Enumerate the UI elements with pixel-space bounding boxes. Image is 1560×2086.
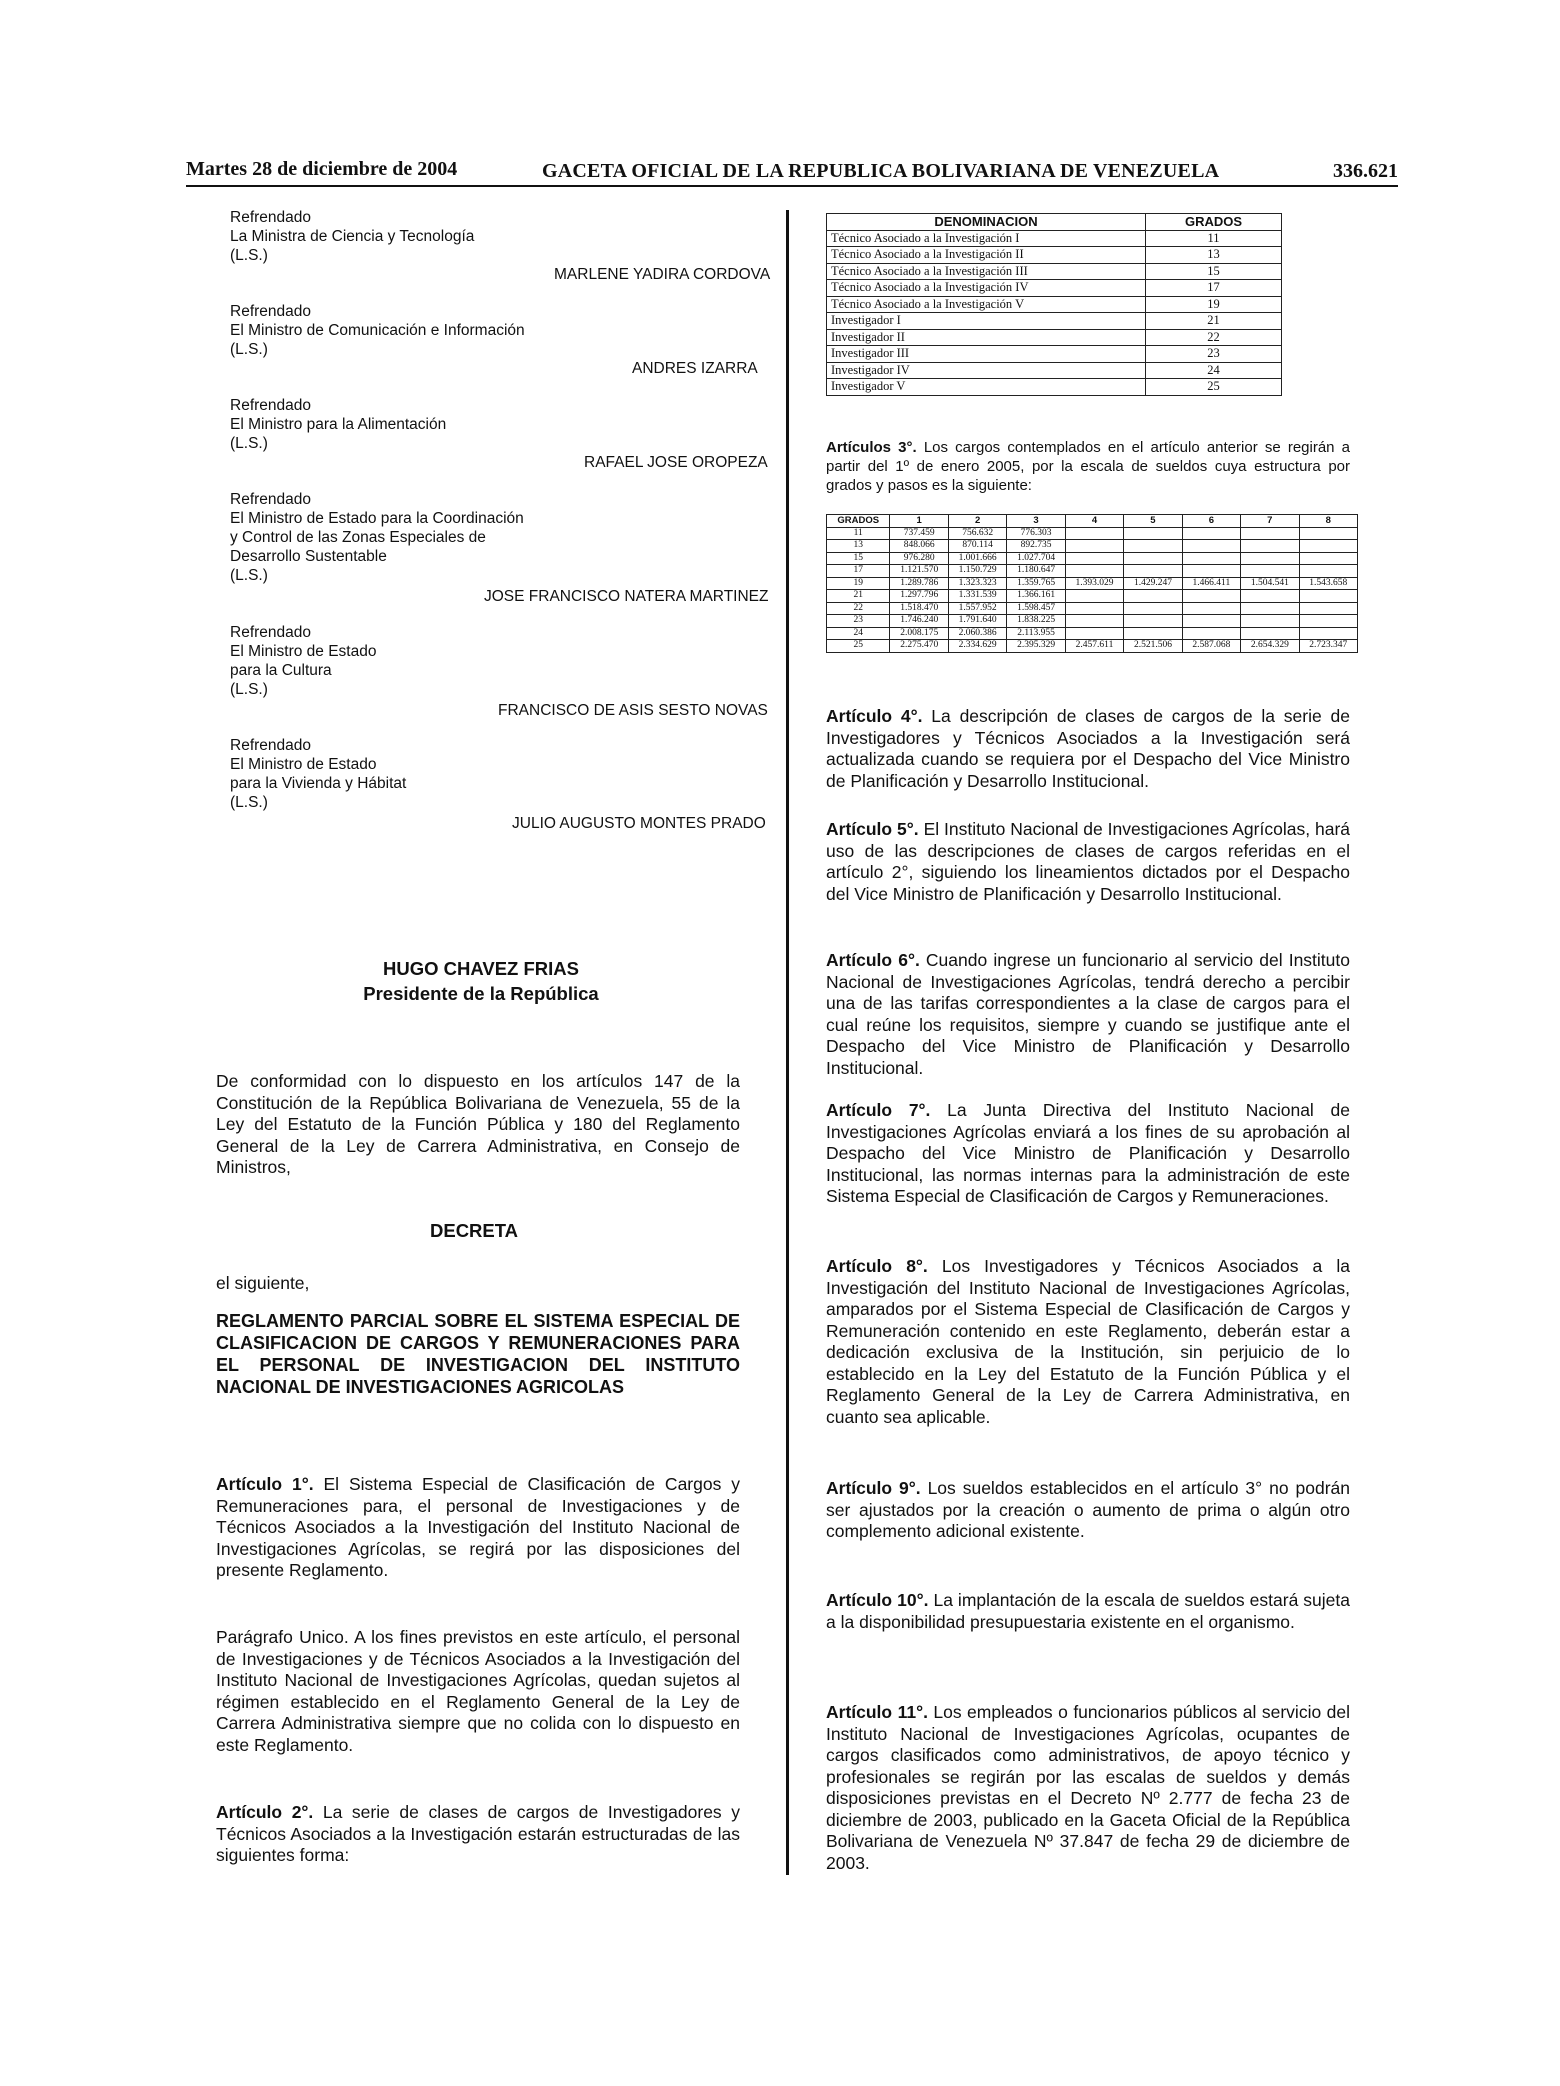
denominacion-cell: Técnico Asociado a la Investigación V bbox=[827, 296, 1146, 313]
article-2 bbox=[216, 1802, 740, 1867]
salary-cell: 2.395.329 bbox=[1007, 640, 1065, 653]
salary-cell: 1.297.796 bbox=[890, 590, 948, 603]
salary-cell: 1.598.457 bbox=[1007, 602, 1065, 615]
refrendado-heading: Refrendado bbox=[230, 737, 312, 754]
article-4 bbox=[826, 706, 1350, 792]
article-label: Artículo 6°. bbox=[826, 950, 920, 970]
refrendado-block bbox=[230, 623, 768, 719]
refrendado-signer: JOSE FRANCISCO NATERA MARTINEZ bbox=[484, 588, 769, 605]
salary-cell bbox=[1241, 540, 1299, 553]
article-text: La implantación de la escala de sueldos estará sujeta a la disponibilidad presupuestaria existente en el organismo. bbox=[826, 1590, 1350, 1632]
article-label: Artículo 10°. bbox=[826, 1590, 929, 1610]
refrendado-ministry: La Ministra de Ciencia y Tecnología bbox=[230, 228, 475, 245]
refrendado-heading: Refrendado bbox=[230, 209, 312, 226]
salary-cell bbox=[1124, 527, 1182, 540]
table-row bbox=[827, 280, 1282, 297]
salary-cell: 1.557.952 bbox=[948, 602, 1006, 615]
paragrafo-unico: Parágrafo Unico. A los fines previstos en este artículo, el personal de Investigaciones y de Técnicos Asociados a la Investigación del Instituto Nacional de Investigaciones Agrícolas, quedan sujetos al régimen establecido en el Reglamento General de la Ley de Carrera Administrativa siempre que no colida con lo dispuesto en este Reglamento. bbox=[216, 1627, 740, 1755]
grado-cell: 22 bbox=[827, 602, 890, 615]
table-header-row bbox=[827, 515, 1358, 528]
refrendado-ministry-cont: Desarrollo Sustentable bbox=[230, 548, 387, 565]
salary-cell bbox=[1065, 590, 1123, 603]
table-row bbox=[827, 577, 1358, 590]
salary-cell bbox=[1241, 565, 1299, 578]
header-date: Martes 28 de diciembre de 2004 bbox=[186, 158, 458, 180]
column-header: 4 bbox=[1065, 515, 1123, 528]
salary-cell bbox=[1124, 627, 1182, 640]
table-row bbox=[827, 552, 1358, 565]
column-header: 7 bbox=[1241, 515, 1299, 528]
salary-cell bbox=[1182, 602, 1240, 615]
table-row bbox=[827, 590, 1358, 603]
article-label: Artículo 8°. bbox=[826, 1256, 928, 1276]
header-rule bbox=[186, 185, 1398, 187]
table-row bbox=[827, 627, 1358, 640]
salary-cell: 776.303 bbox=[1007, 527, 1065, 540]
salary-cell bbox=[1241, 627, 1299, 640]
page-header bbox=[186, 158, 1398, 188]
salary-cell bbox=[1124, 615, 1182, 628]
president-title: Presidente de la República bbox=[363, 983, 599, 1004]
salary-cell bbox=[1241, 527, 1299, 540]
refrendado-ministry: El Ministro de Comunicación e Información bbox=[230, 322, 525, 339]
refrendado-signer: JULIO AUGUSTO MONTES PRADO bbox=[512, 815, 766, 832]
article-label: Artículo 2°. bbox=[216, 1802, 314, 1822]
salary-cell: 1.746.240 bbox=[890, 615, 948, 628]
salary-cell bbox=[1182, 590, 1240, 603]
salary-cell bbox=[1065, 565, 1123, 578]
refrendado-ministry: El Ministro de Estado bbox=[230, 643, 377, 660]
refrendado-signer: FRANCISCO DE ASIS SESTO NOVAS bbox=[498, 702, 768, 719]
article-text: La descripción de clases de cargos de la serie de Investigadores y Técnicos Asociados a la Investigación será actualizada cuando se requiera por el Despacho del Vice Ministro de Planificación y Desarrollo Institucional. bbox=[826, 706, 1350, 791]
article-6 bbox=[826, 950, 1350, 1079]
salary-cell bbox=[1182, 552, 1240, 565]
refrendado-ministry-cont: para la Vivienda y Hábitat bbox=[230, 775, 407, 792]
refrendado-block bbox=[230, 396, 768, 471]
column-header: 3 bbox=[1007, 515, 1065, 528]
table-header-row bbox=[827, 214, 1282, 231]
article-8 bbox=[826, 1256, 1350, 1428]
column-header: 1 bbox=[890, 515, 948, 528]
salary-cell bbox=[1182, 627, 1240, 640]
salary-cell: 870.114 bbox=[948, 540, 1006, 553]
column-divider bbox=[786, 210, 789, 1875]
table-row bbox=[827, 263, 1282, 280]
salary-cell: 2.587.068 bbox=[1182, 640, 1240, 653]
column-header: 8 bbox=[1299, 515, 1357, 528]
grado-cell: 13 bbox=[1146, 247, 1282, 264]
article-text: Cuando ingrese un funcionario al servicio del Instituto Nacional de Investigaciones Agrícolas, tendrá derecho a percibir una de las tarifas correspondientes a la clase de cargos para el cual reúne los requisitos, siempre y cuando se justifique ante el Despacho del Vice Ministro de Planificación y Desarrollo Institucional. bbox=[826, 950, 1350, 1078]
grado-cell: 15 bbox=[827, 552, 890, 565]
refrendado-seal: (L.S.) bbox=[230, 341, 268, 358]
table-row bbox=[827, 640, 1358, 653]
salary-cell: 1.289.786 bbox=[890, 577, 948, 590]
salary-cell bbox=[1182, 615, 1240, 628]
preamble: De conformidad con lo dispuesto en los artículos 147 de la Constitución de la República Bolivariana de Venezuela, 55 de la Ley del Estatuto de la Función Pública y 180 del Reglamento General de la Ley de Carrera Administrativa, en Consejo de Ministros, bbox=[216, 1071, 740, 1177]
article-11 bbox=[826, 1702, 1350, 1874]
refrendado-ministry: El Ministro para la Alimentación bbox=[230, 416, 447, 433]
denominacion-cell: Técnico Asociado a la Investigación IV bbox=[827, 280, 1146, 297]
grado-cell: 24 bbox=[1146, 362, 1282, 379]
article-label: Artículo 7°. bbox=[826, 1100, 931, 1120]
salary-cell bbox=[1299, 527, 1357, 540]
salary-cell: 2.275.470 bbox=[890, 640, 948, 653]
salary-cell bbox=[1182, 565, 1240, 578]
refrendado-block bbox=[230, 302, 758, 377]
salary-cell bbox=[1299, 590, 1357, 603]
salary-cell: 1.518.470 bbox=[890, 602, 948, 615]
salary-cell: 1.150.729 bbox=[948, 565, 1006, 578]
article-text: El Sistema Especial de Clasificación de Cargos y Remuneraciones para, el personal de Investigaciones y de Técnicos Asociados a la Investigación del Instituto Nacional de Investigaciones Agrícolas, se regirá por las disposiciones del presente Reglamento. bbox=[216, 1474, 740, 1580]
column-header: 6 bbox=[1182, 515, 1240, 528]
denominacion-cell: Investigador III bbox=[827, 346, 1146, 363]
article-1 bbox=[216, 1474, 740, 1582]
article-10 bbox=[826, 1590, 1350, 1633]
refrendado-block bbox=[230, 208, 771, 283]
salary-cell: 756.632 bbox=[948, 527, 1006, 540]
reglamento-title: REGLAMENTO PARCIAL SOBRE EL SISTEMA ESPECIAL DE CLASIFICACION DE CARGOS Y REMUNERACIONES PARA EL PERSONAL DE INVESTIGACION DEL INSTITUTO NACIONAL DE INVESTIGACIONES AGRICOLAS bbox=[216, 1311, 740, 1397]
table-row bbox=[827, 313, 1282, 330]
table-row bbox=[827, 602, 1358, 615]
article-7 bbox=[826, 1100, 1350, 1208]
denominacion-cell: Investigador IV bbox=[827, 362, 1146, 379]
table-row bbox=[827, 362, 1282, 379]
article-label: Artículo 9°. bbox=[826, 1478, 921, 1498]
salary-cell bbox=[1065, 602, 1123, 615]
refrendado-seal: (L.S.) bbox=[230, 435, 268, 452]
salary-cell: 1.466.411 bbox=[1182, 577, 1240, 590]
salary-cell bbox=[1299, 602, 1357, 615]
salary-cell bbox=[1299, 540, 1357, 553]
salary-scale-table bbox=[826, 514, 1358, 653]
grado-cell: 21 bbox=[827, 590, 890, 603]
salary-cell: 1.359.765 bbox=[1007, 577, 1065, 590]
refrendado-seal: (L.S.) bbox=[230, 681, 268, 698]
salary-cell bbox=[1299, 565, 1357, 578]
salary-cell bbox=[1124, 602, 1182, 615]
denominacion-cell: Técnico Asociado a la Investigación I bbox=[827, 230, 1146, 247]
salary-cell: 2.008.175 bbox=[890, 627, 948, 640]
grado-cell: 15 bbox=[1146, 263, 1282, 280]
el-siguiente: el siguiente, bbox=[216, 1273, 310, 1293]
salary-cell: 1.331.539 bbox=[948, 590, 1006, 603]
salary-cell: 2.723.347 bbox=[1299, 640, 1357, 653]
article-3 bbox=[826, 438, 1350, 495]
refrendado-block bbox=[230, 736, 766, 832]
salary-cell bbox=[1065, 627, 1123, 640]
salary-cell: 1.791.640 bbox=[948, 615, 1006, 628]
salary-cell bbox=[1241, 602, 1299, 615]
table-row bbox=[827, 540, 1358, 553]
salary-cell: 1.366.161 bbox=[1007, 590, 1065, 603]
salary-cell: 1.323.323 bbox=[948, 577, 1006, 590]
article-9 bbox=[826, 1478, 1350, 1543]
column-header: GRADOS bbox=[1146, 214, 1282, 231]
salary-cell: 1.429.247 bbox=[1124, 577, 1182, 590]
table-row bbox=[827, 379, 1282, 396]
denominacion-cell: Técnico Asociado a la Investigación II bbox=[827, 247, 1146, 264]
table-row bbox=[827, 346, 1282, 363]
salary-cell: 1.393.029 bbox=[1065, 577, 1123, 590]
refrendado-signer: RAFAEL JOSE OROPEZA bbox=[584, 454, 768, 471]
decreta-heading: DECRETA bbox=[430, 1220, 519, 1241]
salary-cell: 737.459 bbox=[890, 527, 948, 540]
salary-cell: 848.066 bbox=[890, 540, 948, 553]
article-text: Los cargos contemplados en el artículo anterior se regirán a partir del 1º de enero 2005, por la escala de sueldos cuya estructura por grados y pasos es la siguiente: bbox=[826, 439, 1351, 494]
salary-cell bbox=[1065, 552, 1123, 565]
refrendado-ministry: El Ministro de Estado bbox=[230, 756, 377, 773]
article-label: Artículo 4°. bbox=[826, 706, 923, 726]
grado-cell: 19 bbox=[1146, 296, 1282, 313]
salary-cell: 1.121.570 bbox=[890, 565, 948, 578]
grado-cell: 23 bbox=[1146, 346, 1282, 363]
article-5 bbox=[826, 819, 1350, 905]
salary-cell bbox=[1299, 552, 1357, 565]
denominacion-cell: Técnico Asociado a la Investigación III bbox=[827, 263, 1146, 280]
grado-cell: 23 bbox=[827, 615, 890, 628]
grado-cell: 25 bbox=[1146, 379, 1282, 396]
president-signature bbox=[216, 956, 746, 1006]
column-header: 5 bbox=[1124, 515, 1182, 528]
salary-cell bbox=[1241, 552, 1299, 565]
salary-cell bbox=[1182, 527, 1240, 540]
refrendado-ministry-cont: para la Cultura bbox=[230, 662, 332, 679]
grado-cell: 17 bbox=[827, 565, 890, 578]
salary-cell bbox=[1124, 540, 1182, 553]
refrendado-seal: (L.S.) bbox=[230, 247, 268, 264]
salary-cell: 976.280 bbox=[890, 552, 948, 565]
refrendado-signer: MARLENE YADIRA CORDOVA bbox=[554, 266, 771, 283]
refrendado-signer: ANDRES IZARRA bbox=[632, 360, 758, 377]
article-text: Los sueldos establecidos en el artículo 3° no podrán ser ajustados por la creación o aumento de prima o algún otro complemento adicional existente. bbox=[826, 1478, 1350, 1541]
denominacion-cell: Investigador I bbox=[827, 313, 1146, 330]
grado-cell: 19 bbox=[827, 577, 890, 590]
salary-cell: 2.334.629 bbox=[948, 640, 1006, 653]
salary-cell: 2.654.329 bbox=[1241, 640, 1299, 653]
refrendado-ministry-cont: y Control de las Zonas Especiales de bbox=[230, 529, 486, 546]
salary-cell: 1.543.658 bbox=[1299, 577, 1357, 590]
table-row bbox=[827, 247, 1282, 264]
salary-cell: 1.180.647 bbox=[1007, 565, 1065, 578]
salary-cell bbox=[1124, 565, 1182, 578]
article-label: Artículos 3°. bbox=[826, 439, 917, 456]
refrendado-heading: Refrendado bbox=[230, 397, 312, 414]
salary-cell: 1.001.666 bbox=[948, 552, 1006, 565]
salary-cell: 1.504.541 bbox=[1241, 577, 1299, 590]
article-label: Artículo 5°. bbox=[826, 819, 919, 839]
table-row bbox=[827, 565, 1358, 578]
column-header: GRADOS bbox=[827, 515, 890, 528]
refrendado-seal: (L.S.) bbox=[230, 794, 268, 811]
salary-cell bbox=[1299, 615, 1357, 628]
column-header: 2 bbox=[948, 515, 1006, 528]
article-text: Los empleados o funcionarios públicos al servicio del Instituto Nacional de Investigaciones Agrícolas, ocupantes de cargos clasificados como administrativos, de apoyo técnico y profesionales se regirán por las escalas de sueldos y demás disposiciones previstas en el Decreto Nº 2.777 de fecha 23 de diciembre de 2003, publicado en la Gaceta Oficial de la República Bolivariana de Venezuela Nº 37.847 de fecha 29 de diciembre de 2003. bbox=[826, 1702, 1350, 1873]
article-text: La serie de clases de cargos de Investigadores y Técnicos Asociados a la Investigación estarán estructuradas de las siguientes forma: bbox=[216, 1802, 740, 1865]
header-page-number: 336.621 bbox=[1333, 160, 1398, 182]
denominacion-table bbox=[826, 213, 1282, 396]
salary-cell bbox=[1182, 540, 1240, 553]
president-name: HUGO CHAVEZ FRIAS bbox=[383, 958, 579, 979]
grado-cell: 21 bbox=[1146, 313, 1282, 330]
refrendado-block bbox=[230, 490, 769, 605]
table-row bbox=[827, 615, 1358, 628]
grado-cell: 11 bbox=[1146, 230, 1282, 247]
article-text: El Instituto Nacional de Investigaciones Agrícolas, hará uso de las descripciones de clases de cargos referidas en el artículo 2°, siguiendo los lineamientos dictados por el Despacho del Vice Ministro de Planificación y Desarrollo Institucional. bbox=[826, 819, 1351, 904]
denominacion-cell: Investigador V bbox=[827, 379, 1146, 396]
salary-cell bbox=[1065, 615, 1123, 628]
grado-cell: 22 bbox=[1146, 329, 1282, 346]
salary-cell: 2.457.611 bbox=[1065, 640, 1123, 653]
salary-cell: 892.735 bbox=[1007, 540, 1065, 553]
table-row bbox=[827, 296, 1282, 313]
salary-cell bbox=[1065, 527, 1123, 540]
article-label: Artículo 11°. bbox=[826, 1702, 928, 1722]
table-row bbox=[827, 527, 1358, 540]
grado-cell: 13 bbox=[827, 540, 890, 553]
salary-cell bbox=[1241, 590, 1299, 603]
salary-cell: 2.521.506 bbox=[1124, 640, 1182, 653]
refrendado-ministry: El Ministro de Estado para la Coordinación bbox=[230, 510, 524, 527]
article-text: La Junta Directiva del Instituto Nacional de Investigaciones Agrícolas enviará a los fines de su aprobación al Despacho del Vice Ministro de Planificación y Desarrollo Institucional, las normas internas para la administración de este Sistema Especial de Clasificación de Cargos y Remuneraciones. bbox=[826, 1100, 1351, 1206]
salary-cell bbox=[1299, 627, 1357, 640]
refrendado-heading: Refrendado bbox=[230, 303, 312, 320]
salary-cell: 2.060.386 bbox=[948, 627, 1006, 640]
article-label: Artículo 1°. bbox=[216, 1474, 314, 1494]
salary-cell: 2.113.955 bbox=[1007, 627, 1065, 640]
table-row bbox=[827, 329, 1282, 346]
column-header: DENOMINACION bbox=[827, 214, 1146, 231]
salary-cell bbox=[1124, 590, 1182, 603]
refrendado-heading: Refrendado bbox=[230, 491, 312, 508]
salary-cell bbox=[1241, 615, 1299, 628]
grado-cell: 24 bbox=[827, 627, 890, 640]
salary-cell: 1.838.225 bbox=[1007, 615, 1065, 628]
header-title: GACETA OFICIAL DE LA REPUBLICA BOLIVARIANA DE VENEZUELA bbox=[542, 160, 1220, 182]
refrendado-heading: Refrendado bbox=[230, 624, 312, 641]
grado-cell: 11 bbox=[827, 527, 890, 540]
grado-cell: 25 bbox=[827, 640, 890, 653]
article-text: Los Investigadores y Técnicos Asociados a la Investigación del Instituto Nacional de Investigaciones Agrícolas, amparados por el Sistema Especial de Clasificación de Cargos y Remuneración contenido en este Reglamento, deberán estar a dedicación exclusiva de la Institución, sin perjuicio de lo establecido en la Ley del Estatuto de la Función Pública y el Reglamento General de la Ley de Carrera Administrativa, en cuanto sea aplicable. bbox=[826, 1256, 1350, 1427]
salary-cell: 1.027.704 bbox=[1007, 552, 1065, 565]
table-row bbox=[827, 230, 1282, 247]
salary-cell bbox=[1065, 540, 1123, 553]
denominacion-cell: Investigador II bbox=[827, 329, 1146, 346]
salary-cell bbox=[1124, 552, 1182, 565]
grado-cell: 17 bbox=[1146, 280, 1282, 297]
refrendado-seal: (L.S.) bbox=[230, 567, 268, 584]
